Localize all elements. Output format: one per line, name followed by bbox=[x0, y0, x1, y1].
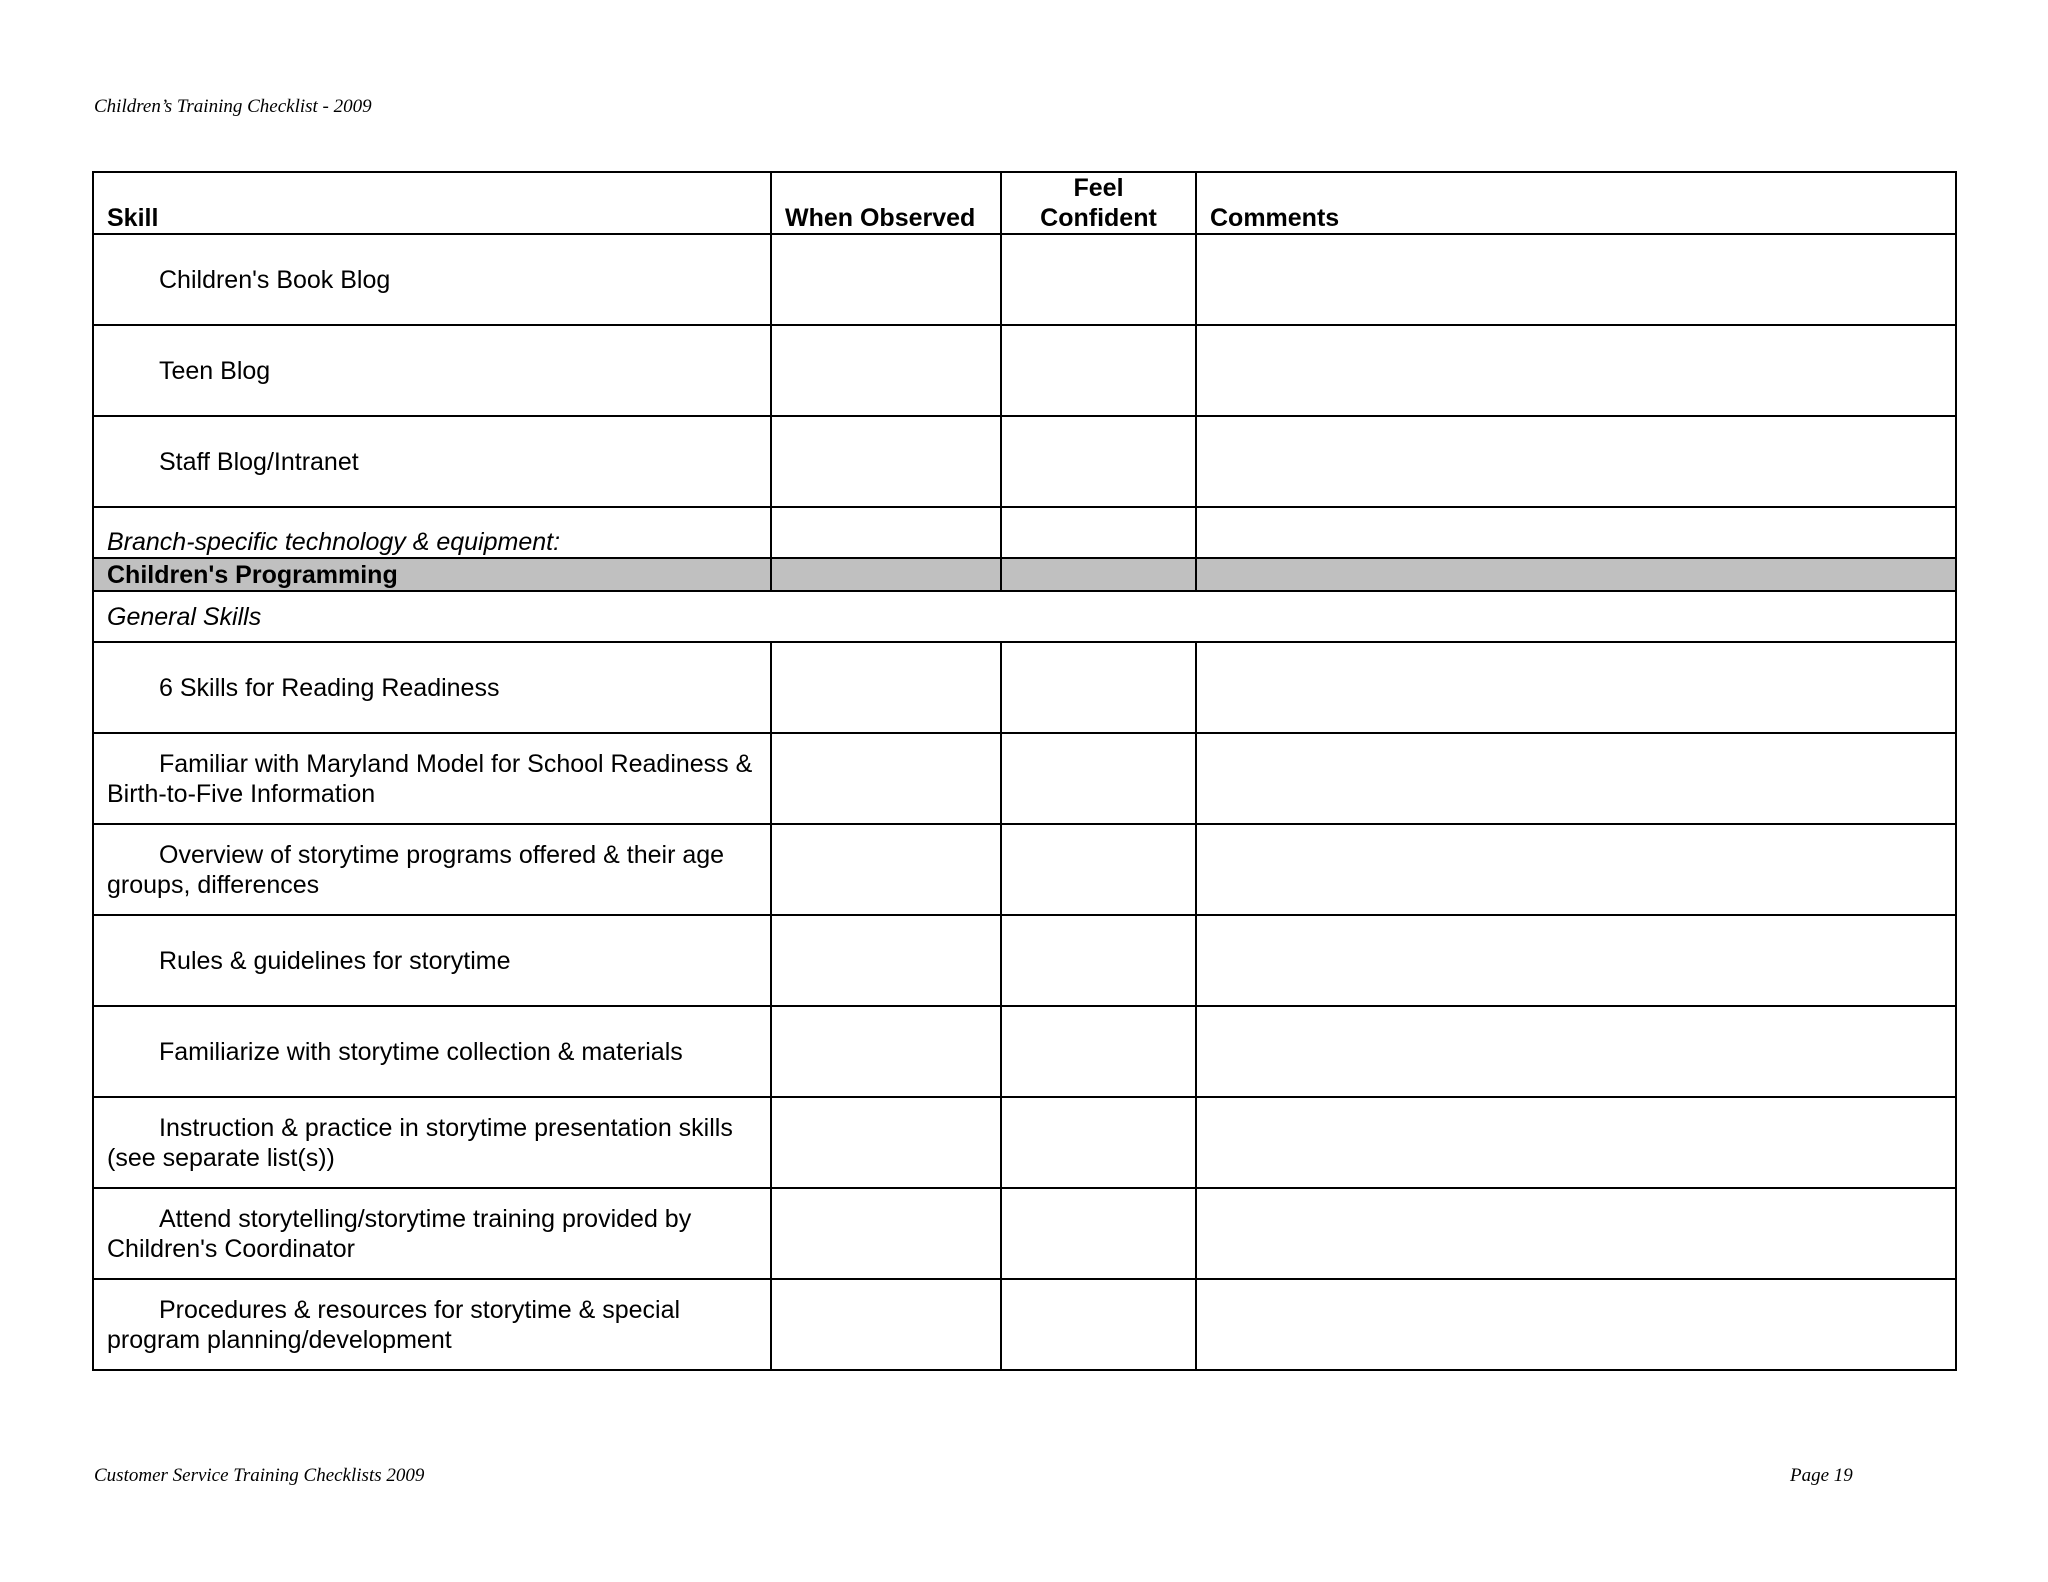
comments-cell[interactable] bbox=[1196, 1006, 1956, 1097]
column-header-when-observed: When Observed bbox=[771, 172, 1001, 234]
feel-label: Feel bbox=[1073, 174, 1124, 202]
comments-cell[interactable] bbox=[1196, 733, 1956, 824]
comments-cell[interactable] bbox=[1196, 416, 1956, 507]
table-row bbox=[93, 416, 1956, 507]
comments-cell[interactable] bbox=[1196, 507, 1956, 558]
footer-title: Customer Service Training Checklists 2009 bbox=[94, 1465, 425, 1486]
when-observed-cell[interactable] bbox=[771, 733, 1001, 824]
skill-cell: Procedures & resources for storytime & special program planning/development bbox=[93, 1279, 771, 1370]
skill-cell: 6 Skills for Reading Readiness bbox=[93, 642, 771, 733]
when-observed-cell[interactable] bbox=[771, 234, 1001, 325]
table-row bbox=[93, 325, 1956, 416]
comments-cell[interactable] bbox=[1196, 824, 1956, 915]
comments-cell[interactable] bbox=[1196, 915, 1956, 1006]
column-header-comments: Comments bbox=[1196, 172, 1956, 234]
when-observed-cell[interactable] bbox=[771, 915, 1001, 1006]
comments-cell[interactable] bbox=[1196, 642, 1956, 733]
feel-confident-cell[interactable] bbox=[1001, 642, 1196, 733]
feel-confident-cell[interactable] bbox=[1001, 1279, 1196, 1370]
running-head: Children’s Training Checklist - 2009 bbox=[94, 96, 372, 117]
feel-confident-cell[interactable] bbox=[1001, 915, 1196, 1006]
table-row bbox=[93, 234, 1956, 325]
table-row bbox=[93, 824, 1956, 915]
branch-specific-row bbox=[93, 507, 1956, 558]
subsection-row bbox=[93, 591, 1956, 642]
table-row bbox=[93, 1097, 1956, 1188]
feel-confident-cell[interactable] bbox=[1001, 1006, 1196, 1097]
comments-cell[interactable] bbox=[1196, 1097, 1956, 1188]
skill-cell: Instruction & practice in storytime presentation skills (see separate list(s)) bbox=[93, 1097, 771, 1188]
feel-confident-cell[interactable] bbox=[1001, 325, 1196, 416]
feel-confident-cell[interactable] bbox=[1001, 824, 1196, 915]
when-observed-cell[interactable] bbox=[771, 1188, 1001, 1279]
table-row bbox=[93, 642, 1956, 733]
comments-cell[interactable] bbox=[1196, 1188, 1956, 1279]
table-header-row bbox=[93, 172, 1956, 234]
skill-cell: Teen Blog bbox=[93, 325, 771, 416]
branch-specific-label: Branch-specific technology & equipment: bbox=[93, 507, 771, 558]
table-row bbox=[93, 1188, 1956, 1279]
column-header-feel-confident bbox=[1001, 172, 1196, 234]
section-shaded-cell bbox=[771, 558, 1001, 591]
confident-label: Confident bbox=[1040, 204, 1157, 232]
when-observed-cell[interactable] bbox=[771, 824, 1001, 915]
subsection-title: General Skills bbox=[93, 591, 1956, 642]
table-row bbox=[93, 733, 1956, 824]
skill-cell: Rules & guidelines for storytime bbox=[93, 915, 771, 1006]
section-header-row bbox=[93, 558, 1956, 591]
section-title: Children's Programming bbox=[93, 558, 771, 591]
skill-cell: Familiarize with storytime collection & materials bbox=[93, 1006, 771, 1097]
when-observed-cell[interactable] bbox=[771, 325, 1001, 416]
skill-cell: Children's Book Blog bbox=[93, 234, 771, 325]
skill-cell: Familiar with Maryland Model for School Readiness & Birth-to-Five Information bbox=[93, 733, 771, 824]
skill-cell: Attend storytelling/storytime training provided by Children's Coordinator bbox=[93, 1188, 771, 1279]
skill-cell: Staff Blog/Intranet bbox=[93, 416, 771, 507]
when-observed-cell[interactable] bbox=[771, 1279, 1001, 1370]
section-shaded-cell bbox=[1196, 558, 1956, 591]
feel-confident-cell[interactable] bbox=[1001, 733, 1196, 824]
when-observed-cell[interactable] bbox=[771, 1097, 1001, 1188]
table-row bbox=[93, 1279, 1956, 1370]
section-shaded-cell bbox=[1001, 558, 1196, 591]
skill-cell: Overview of storytime programs offered & their age groups, differences bbox=[93, 824, 771, 915]
feel-confident-cell[interactable] bbox=[1001, 234, 1196, 325]
table-row bbox=[93, 1006, 1956, 1097]
comments-cell[interactable] bbox=[1196, 325, 1956, 416]
when-observed-cell[interactable] bbox=[771, 1006, 1001, 1097]
comments-cell[interactable] bbox=[1196, 1279, 1956, 1370]
comments-cell[interactable] bbox=[1196, 234, 1956, 325]
column-header-skill: Skill bbox=[93, 172, 771, 234]
feel-confident-cell[interactable] bbox=[1001, 507, 1196, 558]
when-observed-cell[interactable] bbox=[771, 642, 1001, 733]
when-observed-cell[interactable] bbox=[771, 416, 1001, 507]
training-checklist-table bbox=[92, 171, 1957, 1371]
feel-confident-cell[interactable] bbox=[1001, 416, 1196, 507]
when-observed-cell[interactable] bbox=[771, 507, 1001, 558]
page-number: Page 19 bbox=[1790, 1465, 1853, 1486]
feel-confident-cell[interactable] bbox=[1001, 1097, 1196, 1188]
feel-confident-cell[interactable] bbox=[1001, 1188, 1196, 1279]
table-row bbox=[93, 915, 1956, 1006]
